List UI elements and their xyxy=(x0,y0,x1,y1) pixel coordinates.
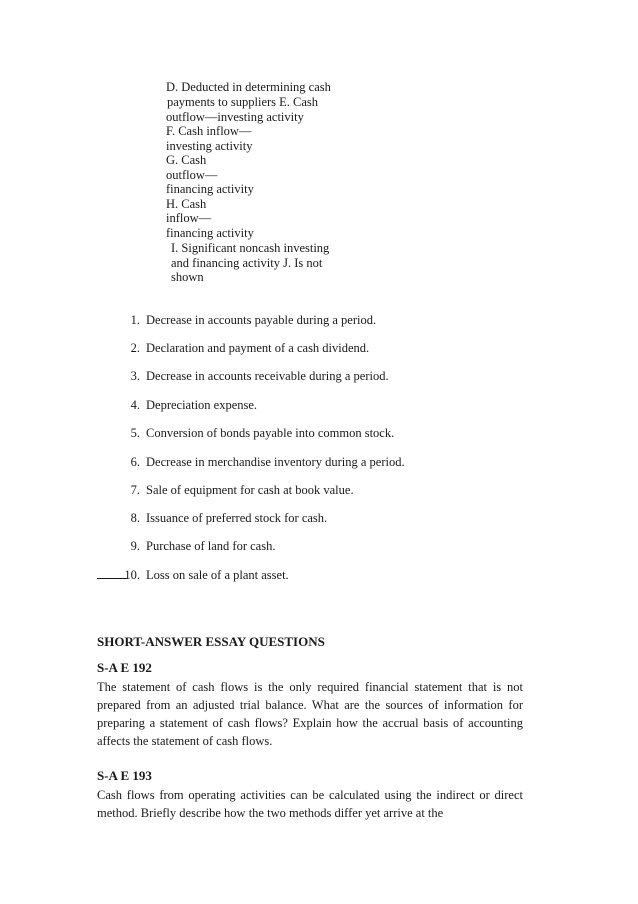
option-line: inflow— xyxy=(166,211,212,225)
section-heading: SHORT-ANSWER ESSAY QUESTIONS xyxy=(97,634,325,649)
item-text: Conversion of bonds payable into common stock. xyxy=(146,426,395,440)
item-number: 1. xyxy=(130,313,140,327)
option-line: I. Significant noncash investing xyxy=(171,241,330,255)
item-text: Decrease in accounts payable during a period. xyxy=(146,313,377,327)
item-text: Decrease in merchandise inventory during a period. xyxy=(146,455,405,469)
option-line: shown xyxy=(171,270,204,284)
option-line: financing activity xyxy=(166,182,254,196)
item-number: 4. xyxy=(130,398,140,412)
question-label: S-A E 192 xyxy=(97,660,152,675)
item-number: 3. xyxy=(130,369,140,383)
option-line: financing activity xyxy=(166,226,254,240)
item-text: Loss on sale of a plant asset. xyxy=(146,568,289,582)
option-line: G. Cash xyxy=(166,153,207,167)
item-number: 5. xyxy=(130,426,140,440)
option-line: outflow— xyxy=(166,168,218,182)
option-line: and financing activity J. Is not xyxy=(171,256,323,270)
item-text: Issuance of preferred stock for cash. xyxy=(146,511,328,525)
item-text: Purchase of land for cash. xyxy=(146,539,276,553)
item-number: 9. xyxy=(130,539,140,553)
option-line: payments to suppliers E. Cash xyxy=(167,95,319,109)
option-line: H. Cash xyxy=(166,197,207,211)
option-line: F. Cash inflow— xyxy=(166,124,252,138)
question-text: Cash flows from operating activities can be calculated using the indirect or direct method. Briefly describe how the two methods differ yet arrive at the xyxy=(97,788,523,820)
option-line: D. Deducted in determining cash xyxy=(166,80,331,94)
question-text: The statement of cash flows is the only required financial statement that is not prepared from an adjusted trial balance. What are the sources of information for preparing a statement of cash flows? Explain how the accrual basis of accounting affects the statement of cash flows. xyxy=(97,680,523,748)
option-line: outflow—investing activity xyxy=(166,110,304,124)
list-item xyxy=(97,567,397,583)
item-text: Depreciation expense. xyxy=(146,398,258,412)
item-number: 2. xyxy=(130,341,140,355)
item-number: 7. xyxy=(130,483,140,497)
item-text: Decrease in accounts receivable during a period. xyxy=(146,369,389,383)
item-number: 8. xyxy=(130,511,140,525)
item-number: 10. xyxy=(124,568,140,582)
item-text: Declaration and payment of a cash dividend. xyxy=(146,341,370,355)
option-line: investing activity xyxy=(166,139,253,153)
item-text: Sale of equipment for cash at book value. xyxy=(146,483,354,497)
question-label: S-A E 193 xyxy=(97,768,152,783)
item-number: 6. xyxy=(130,455,140,469)
